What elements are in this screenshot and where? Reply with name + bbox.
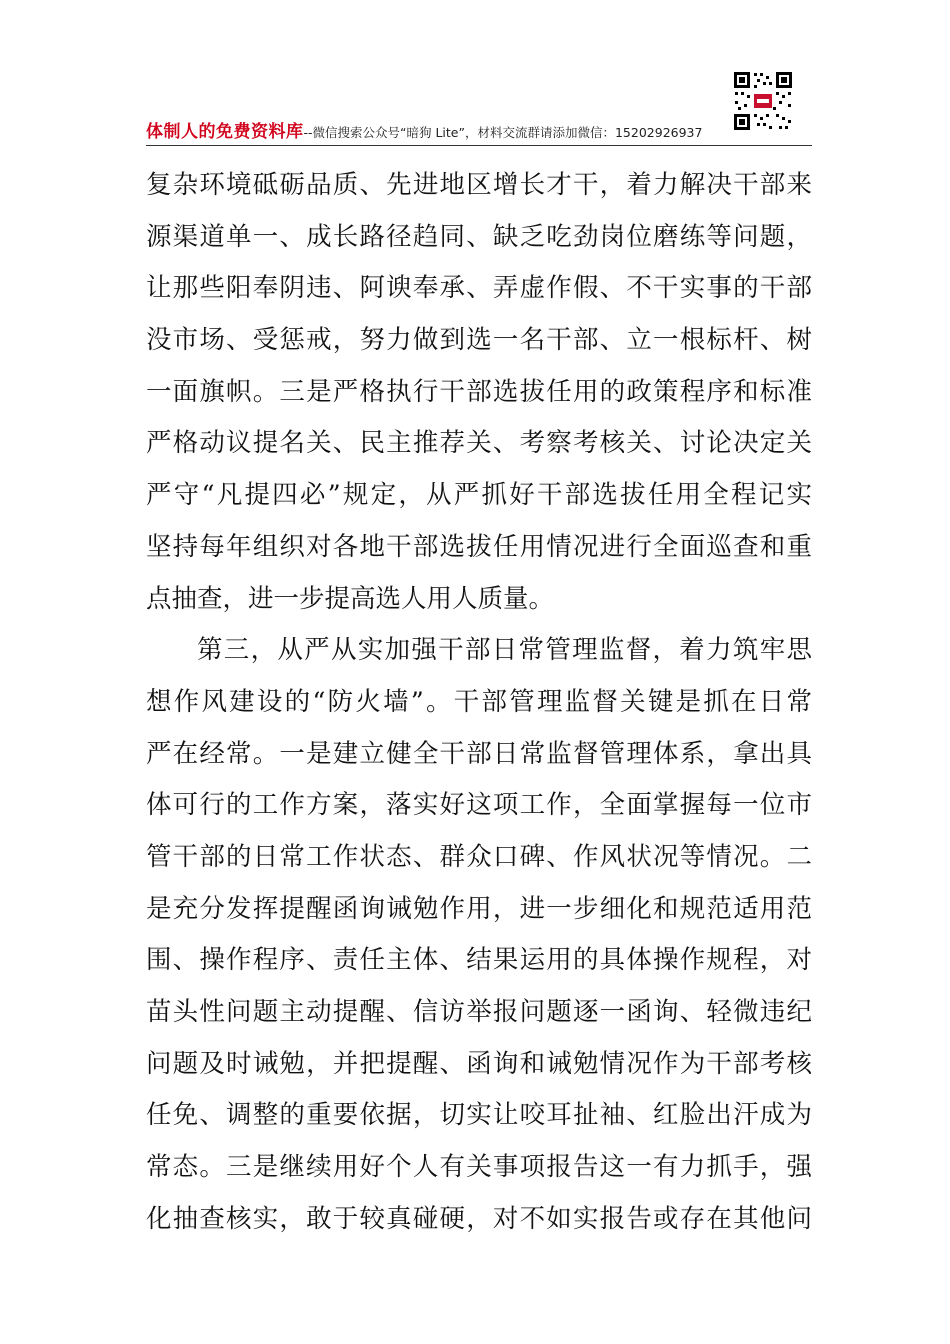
text-line: 体可行的工作方案，落实好这项工作，全面掌握每一位市 [146, 790, 812, 821]
text-line: 化抽查核实，敢于较真碰硬，对不如实报告或存在其他问 [146, 1203, 812, 1234]
text-line: 严守“凡提四必”规定，从严抓好干部选拔任用全程记实 [146, 480, 812, 511]
header-text [146, 122, 702, 143]
text-line: 源渠道单一、成长路径趋同、缺乏吃劲岗位磨练等问题， [146, 221, 812, 252]
header-divider [146, 145, 812, 146]
text-line: 苗头性问题主动提醒、信访举报问题逐一函询、轻微违纪 [146, 997, 812, 1027]
text-line: 严在经常。一是建立健全干部日常监督管理体系，拿出具 [146, 738, 812, 769]
header-tagline: --微信搜索公众号“暗狗 Lite”，材料交流群请添加微信：15202926937 [303, 125, 703, 140]
text-line: 管干部的日常工作状态、群众口碑、作风状况等情况。二 [146, 841, 812, 872]
text-line: 严格动议提名关、民主推荐关、考察考核关、讨论决定关 [146, 428, 812, 459]
text-line: 一面旗帜。三是严格执行干部选拔任用的政策程序和标准 [146, 376, 812, 407]
page-header [146, 70, 812, 146]
text-line: 常态。三是继续用好个人有关事项报告这一有力抓手，强 [146, 1152, 812, 1183]
text-line: 是充分发挥提醒函询诫勉作用，进一步细化和规范适用范 [146, 893, 812, 924]
qr-code-icon [732, 70, 794, 132]
text-line: 围、操作程序、责任主体、结果运用的具体操作规程，对 [146, 945, 812, 976]
text-line: 问题及时诫勉，并把提醒、函询和诫勉情况作为干部考核 [146, 1048, 812, 1079]
document-body [146, 160, 812, 1245]
text-line: 想作风建设的“防火墙”。干部管理监督关键是抓在日常 [146, 686, 812, 717]
paragraph-start-line: 第三，从严从实加强干部日常管理监督，着力筑牢思 [197, 635, 812, 666]
brand-title: 体制人的免费资料库 [146, 122, 304, 142]
text-line: 坚持每年组织对各地干部选拔任用情况进行全面巡查和重 [146, 531, 812, 562]
text-line: 没市场、受惩戒，努力做到选一名干部、立一根标杆、树 [146, 325, 812, 356]
text-line: 复杂环境砥砺品质、先进地区增长才干，着力解决干部来 [146, 170, 812, 200]
text-line: 让那些阳奉阴违、阿谀奉承、弄虚作假、不干实事的干部 [146, 273, 812, 304]
paragraph-end-line: 点抽查，进一步提高选人用人质量。 [146, 583, 555, 614]
text-line: 任免、调整的重要依据，切实让咬耳扯袖、红脸出汗成为 [146, 1100, 812, 1131]
